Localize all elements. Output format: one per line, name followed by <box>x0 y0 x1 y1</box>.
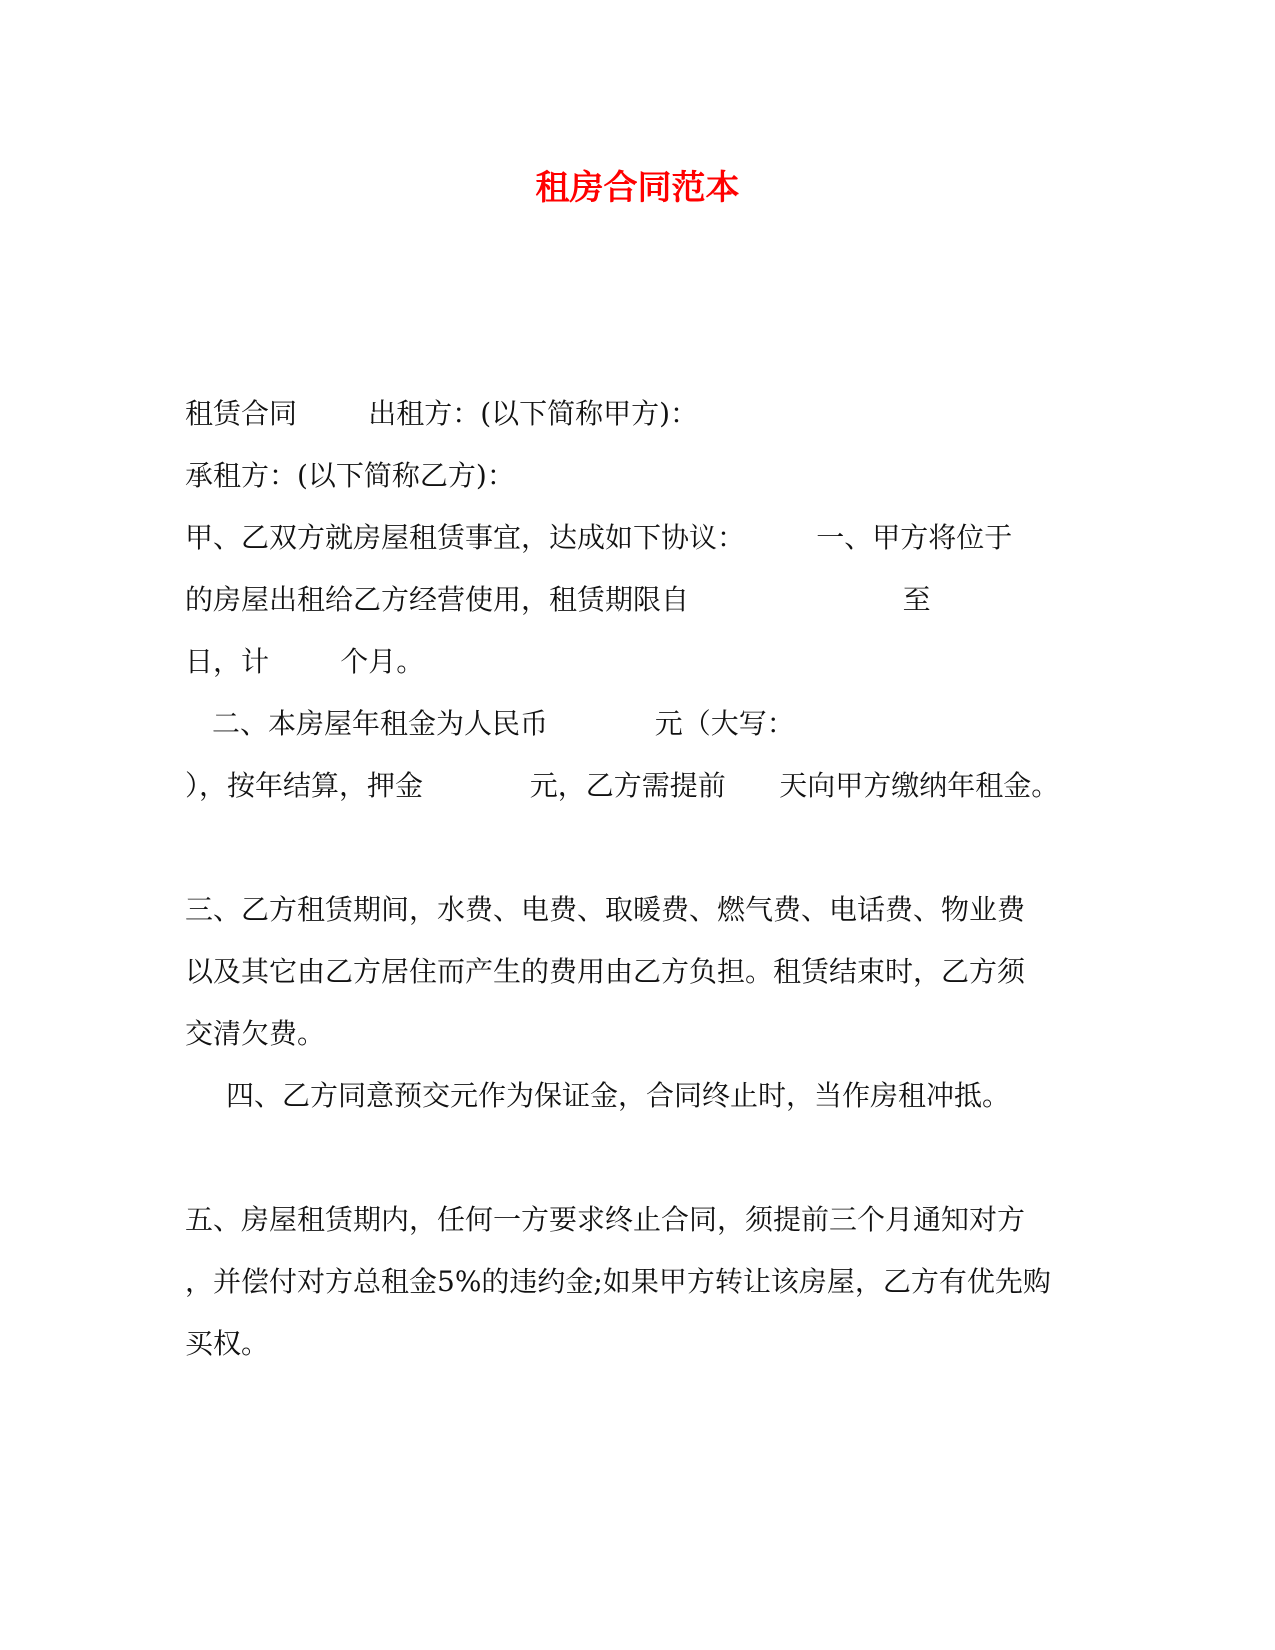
text-line: 二、本房屋年租金为人民币 元（大写： <box>212 707 795 740</box>
text-line: ），按年结算，押金 元，乙方需提前 天向甲方缴纳年租金。 <box>185 769 1060 802</box>
text-line: 甲、乙双方就房屋租赁事宜，达成如下协议： 一、甲方将位于 <box>185 521 1013 554</box>
document-title: 租房合同范本 <box>535 168 740 208</box>
text-line: 日，计 个月。 <box>185 645 425 678</box>
text-line: 以及其它由乙方居住而产生的费用由乙方负担。租赁结束时，乙方须 <box>185 955 1026 988</box>
text-line: 四、乙方同意预交元作为保证金，合同终止时，当作房租冲抵。 <box>226 1079 1011 1112</box>
text-line: 租赁合同 出租方：(以下简称甲方)： <box>185 397 699 430</box>
text-line: 的房屋出租给乙方经营使用，租赁期限自 至 <box>185 583 931 616</box>
text-line: 买权。 <box>185 1327 270 1360</box>
text-line: 三、乙方租赁期间，水费、电费、取暖费、燃气费、电话费、物业费 <box>185 893 1026 926</box>
text-line: ，并偿付对方总租金5%的违约金;如果甲方转让该房屋，乙方有优先购 <box>185 1265 1051 1298</box>
text-line: 交清欠费。 <box>185 1017 326 1050</box>
text-line: 五、房屋租赁期内，任何一方要求终止合同，须提前三个月通知对方 <box>185 1203 1026 1236</box>
text-line: 承租方：(以下简称乙方)： <box>185 459 515 492</box>
